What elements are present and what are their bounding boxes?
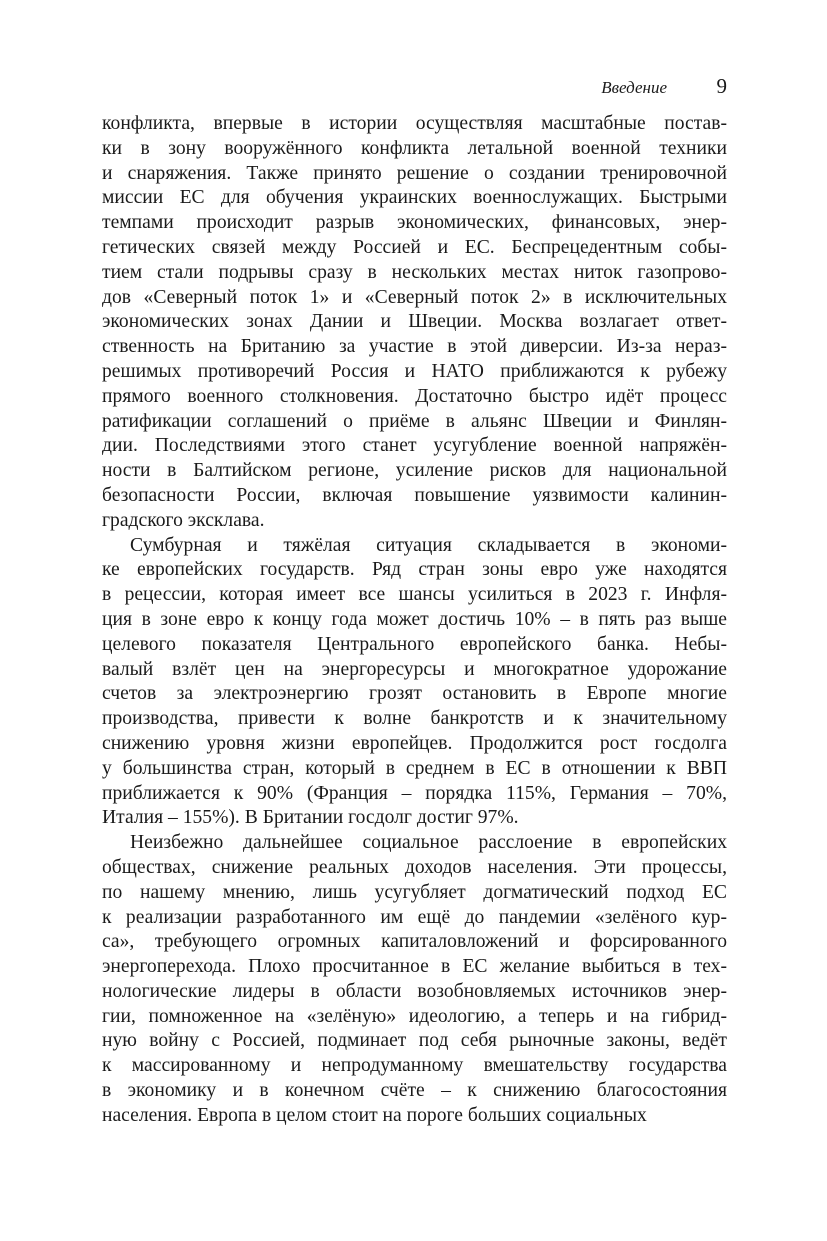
page-number: 9	[716, 74, 727, 98]
text-line: к массированному и непродуманному вмешательству государства	[102, 1055, 727, 1077]
text-line: темпами происходит разрыв экономических, финансовых, энер-	[102, 212, 727, 234]
paragraph	[102, 534, 727, 832]
text-line: безопасности России, включая повышение уязвимости калинин-	[102, 484, 727, 506]
paragraph	[102, 831, 727, 1129]
text-line: валый взлёт цен на энергоресурсы и многократное удорожание	[102, 658, 727, 680]
text-line: са», требующего огромных капиталовложений и форсированного	[102, 931, 727, 953]
text-line: Неизбежно дальнейшее социальное расслоение в европейских	[130, 832, 727, 854]
body-text	[102, 112, 727, 1129]
text-line: нологические лидеры в области возобновляемых источников энер-	[102, 980, 727, 1002]
text-line: ственность на Британию за участие в этой диверсии. Из-за нераз-	[102, 336, 727, 358]
running-header	[102, 74, 727, 104]
text-line: населения. Европа в целом стоит на пороге больших социальных	[102, 1104, 647, 1126]
text-line: к реализации разработанного им ещё до пандемии «зелёного кур-	[102, 906, 727, 928]
text-line: прямого военного столкновения. Достаточно быстро идёт процесс	[102, 385, 727, 407]
text-line: ратификации соглашений о приёме в альянс Швеции и Финлян-	[102, 410, 727, 432]
text-line: снижению уровня жизни европейцев. Продолжится рост госдолга	[102, 732, 727, 754]
text-line: миссии ЕС для обучения украинских военнослужащих. Быстрыми	[102, 187, 727, 209]
text-line: производства, привести к волне банкротств и к значительному	[102, 708, 727, 730]
text-line: приближается к 90% (Франция – порядка 115%, Германия – 70%,	[102, 782, 727, 804]
text-line: дии. Последствиями этого станет усугубление военной напряжён-	[102, 435, 727, 457]
text-line: Италия – 155%). В Британии госдолг достиг 97%.	[102, 807, 519, 829]
text-line: тием стали подрывы сразу в нескольких местах ниток газопрово-	[102, 261, 727, 283]
text-line: энергоперехода. Плохо просчитанное в ЕС желание выбиться в тех-	[102, 956, 727, 978]
text-line: ке европейских государств. Ряд стран зоны евро уже находятся	[102, 559, 727, 581]
text-line: ную войну с Россией, подминает под себя рыночные законы, ведёт	[102, 1030, 727, 1052]
paragraph	[102, 112, 727, 534]
text-line: решимых противоречий Россия и НАТО приближаются к рубежу	[102, 360, 727, 382]
text-line: ки в зону вооружённого конфликта летальной военной техники	[102, 137, 727, 159]
text-line: целевого показателя Центрального европейского банка. Небы-	[102, 633, 727, 655]
text-line: по нашему мнению, лишь усугубляет догматический подход ЕС	[102, 881, 727, 903]
section-title: Введение	[601, 78, 667, 97]
text-line: конфликта, впервые в истории осуществляя масштабные постав-	[102, 113, 727, 134]
text-line: в рецессии, которая имеет все шансы усилиться в 2023 г. Инфля-	[102, 584, 727, 606]
text-line: в экономику и в конечном счёте – к снижению благосостояния	[102, 1080, 727, 1102]
text-line: гии, помноженное на «зелёную» идеологию, а теперь и на гибрид-	[102, 1005, 727, 1027]
text-line: экономических зонах Дании и Швеции. Москва возлагает ответ-	[102, 311, 727, 333]
text-line: дов «Северный поток 1» и «Северный поток 2» в исключительных	[102, 286, 727, 308]
text-line: обществах, снижение реальных доходов населения. Эти процессы,	[102, 856, 727, 878]
text-line: и снаряжения. Также принято решение о создании тренировочной	[102, 162, 727, 184]
text-line: гетических связей между Россией и ЕС. Беспрецедентным собы-	[102, 236, 727, 258]
text-line: Сумбурная и тяжёлая ситуация складывается в экономи-	[130, 534, 727, 556]
text-line: ности в Балтийском регионе, усиление рисков для национальной	[102, 460, 727, 482]
text-line: у большинства стран, который в среднем в ЕС в отношении к ВВП	[102, 757, 727, 779]
text-line: градского эксклава.	[102, 509, 265, 531]
text-line: счетов за электроэнергию грозят остановить в Европе многие	[102, 683, 727, 705]
text-line: ция в зоне евро к концу года может достичь 10% – в пять раз выше	[102, 608, 727, 630]
